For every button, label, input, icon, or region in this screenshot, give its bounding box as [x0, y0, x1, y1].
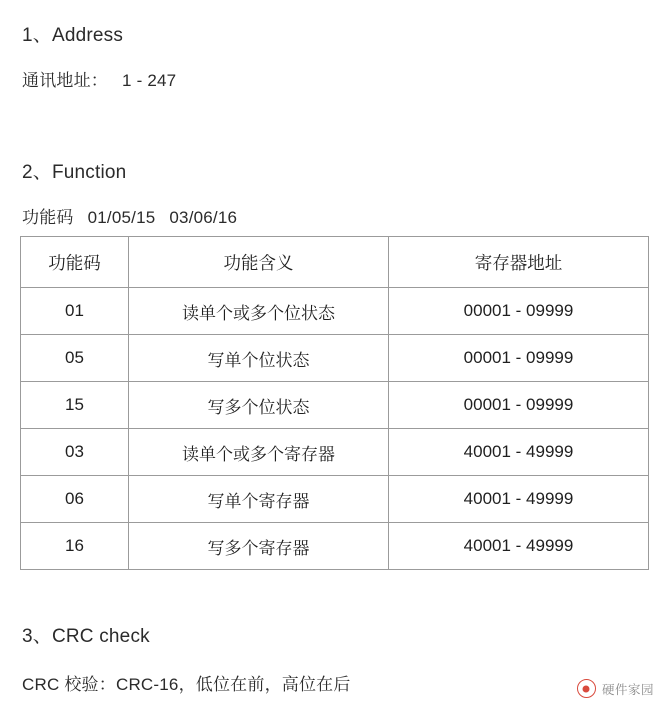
table-row: [21, 382, 649, 429]
section-address-title: 1、Address: [22, 25, 124, 46]
table-row: [21, 429, 649, 476]
cell-address: 40001 - 49999: [389, 476, 649, 523]
cell-code: 06: [21, 476, 129, 523]
table-row: [21, 288, 649, 335]
section-function-text: [22, 203, 237, 228]
cell-address: 40001 - 49999: [389, 523, 649, 570]
circle-dot-icon: [577, 679, 596, 698]
watermark-text: 硬件家园: [601, 682, 654, 697]
address-value: 1 - 247: [122, 71, 177, 90]
table-row: [21, 523, 649, 570]
cell-meaning: 写多个位状态: [129, 382, 389, 429]
cell-meaning: 写多个寄存器: [129, 523, 389, 570]
function-label: 功能码: [22, 208, 74, 227]
address-label: 通讯地址：: [22, 71, 108, 90]
function-value-2: 03/06/16: [169, 208, 238, 227]
function-code-table: [20, 236, 649, 570]
section-address-text: [22, 66, 176, 91]
cell-code: 01: [21, 288, 129, 335]
section-crc-text: [22, 670, 351, 695]
table-row: [21, 335, 649, 382]
cell-code: 15: [21, 382, 129, 429]
table-header-row: [21, 237, 649, 288]
cell-address: 00001 - 09999: [389, 335, 649, 382]
cell-meaning: 读单个或多个位状态: [129, 288, 389, 335]
cell-code: 05: [21, 335, 129, 382]
cell-meaning: 写单个寄存器: [129, 476, 389, 523]
cell-address: 00001 - 09999: [389, 288, 649, 335]
watermark: [577, 679, 654, 698]
table-header-code: 功能码: [21, 237, 129, 288]
cell-meaning: 写单个位状态: [129, 335, 389, 382]
cell-code: 16: [21, 523, 129, 570]
crc-label: CRC 校验：: [22, 675, 116, 694]
cell-address: 40001 - 49999: [389, 429, 649, 476]
crc-value: CRC-16，低位在前，高位在后: [115, 675, 351, 694]
cell-address: 00001 - 09999: [389, 382, 649, 429]
table-header-meaning: 功能含义: [129, 237, 389, 288]
cell-meaning: 读单个或多个寄存器: [129, 429, 389, 476]
section-crc-title: 3、CRC check: [22, 626, 150, 647]
section-function-title: 2、Function: [22, 162, 127, 183]
table-row: [21, 476, 649, 523]
table-header-address: 寄存器地址: [389, 237, 649, 288]
cell-code: 03: [21, 429, 129, 476]
function-value-1: 01/05/15: [87, 208, 156, 227]
